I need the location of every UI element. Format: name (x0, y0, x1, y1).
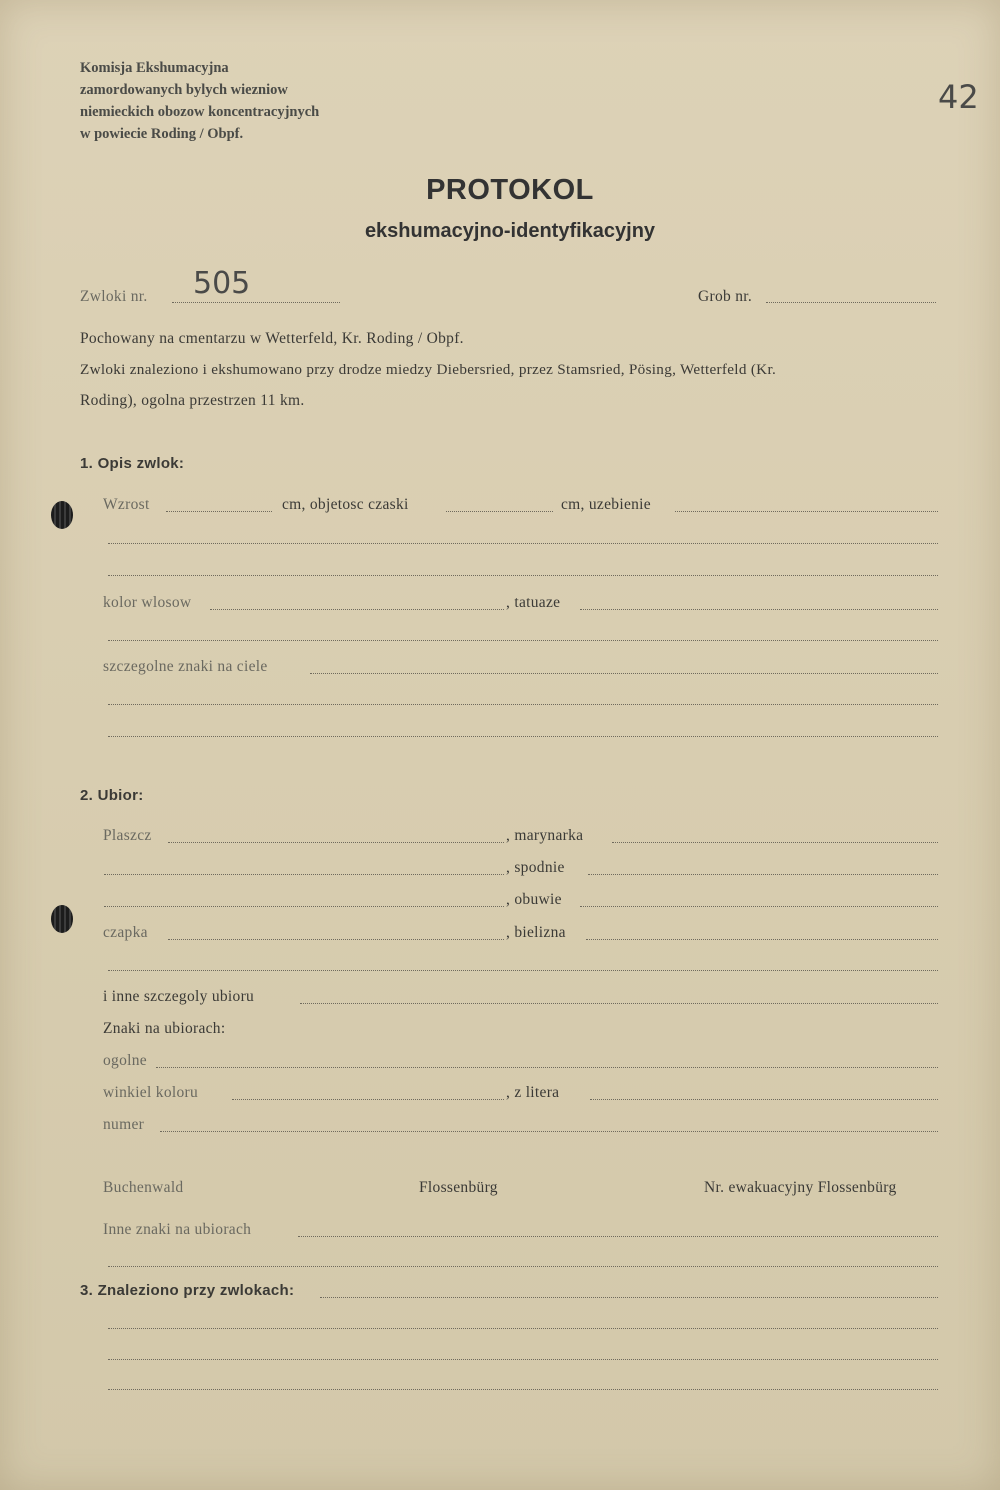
document-title: PROTOKOL (426, 174, 594, 206)
grave-number-line (766, 302, 936, 303)
body-marks-line (310, 673, 938, 674)
general-marks-line (156, 1067, 938, 1068)
tattoo-label: , tatuaze (506, 594, 561, 611)
cap-label: czapka (103, 924, 148, 941)
trousers-label: , spodnie (506, 859, 565, 876)
other-clothing-marks-line (298, 1236, 938, 1237)
burial-line-2: Zwloki znaleziono i ekshumowano przy drodze miedzy Diebersried, przez Stamsried, Pösing, Wetterfeld (Kr. (80, 361, 777, 378)
evacuation-number-label: Nr. ewakuacyjny Flossenbürg (704, 1179, 897, 1196)
header-line-3: niemieckich obozow koncentracyjnych (80, 104, 320, 120)
shoes-label: , obuwie (506, 891, 562, 908)
coat-line-2 (104, 874, 504, 875)
coat-label: Plaszcz (103, 827, 152, 844)
triangle-color-line (232, 1099, 504, 1100)
clothing-marks-label: Znaki na ubiorach: (103, 1020, 226, 1037)
teeth-label: cm, uzebienie (561, 496, 651, 513)
general-marks-label: ogolne (103, 1052, 147, 1069)
underwear-label: , bielizna (506, 924, 566, 941)
skull-line (446, 511, 553, 512)
hair-color-label: kolor wlosow (103, 594, 192, 611)
coat-line (168, 842, 504, 843)
found-items-line-4 (108, 1389, 938, 1390)
found-items-line-3 (108, 1359, 938, 1360)
page-number: 42 (938, 78, 979, 116)
commission-header (80, 57, 319, 145)
corpse-number-line (172, 302, 340, 303)
header-line-2: zamordowanych bylych wiezniow (80, 82, 288, 98)
clothing-line-extra (108, 970, 938, 971)
underwear-line (586, 939, 938, 940)
burial-line-3: Roding), ogolna przestrzen 11 km. (80, 392, 305, 409)
corpse-number-label: Zwloki nr. (80, 288, 148, 305)
body-marks-line-2 (108, 704, 938, 705)
other-clothing-marks-label: Inne znaki na ubiorach (103, 1221, 252, 1238)
number-line (160, 1131, 938, 1132)
description-line-1 (108, 543, 938, 544)
burial-line-1: Pochowany na cmentarzu w Wetterfeld, Kr. Roding / Obpf. (80, 330, 464, 347)
number-label: numer (103, 1116, 145, 1133)
other-clothing-marks-line-2 (108, 1266, 938, 1267)
corpse-number-value: 505 (193, 266, 251, 301)
section-1-heading: 1. Opis zwlok: (80, 455, 185, 472)
other-clothing-details-label: i inne szczegoly ubioru (103, 988, 255, 1005)
document-subtitle: ekshumacyjno-identyfikacyjny (364, 220, 656, 242)
height-line (166, 511, 272, 512)
trousers-line (588, 874, 938, 875)
header-line-4: w powiecie Roding / Obpf. (80, 126, 244, 142)
triangle-color-label: winkiel koloru (103, 1084, 199, 1101)
punch-hole-top (51, 501, 73, 529)
found-items-line (320, 1297, 938, 1298)
camp-buchenwald: Buchenwald (103, 1179, 184, 1196)
description-line-2 (108, 575, 938, 576)
skull-label: cm, objetosc czaski (282, 496, 409, 513)
body-marks-label: szczegolne znaki na ciele (103, 658, 268, 675)
shoes-line (580, 906, 938, 907)
jacket-label: , marynarka (506, 827, 584, 844)
found-items-line-2 (108, 1328, 938, 1329)
letter-line (590, 1099, 938, 1100)
height-label: Wzrost (103, 496, 150, 513)
punch-hole-bottom (51, 905, 73, 933)
cap-line (168, 939, 504, 940)
camp-flossenburg: Flossenbürg (419, 1179, 498, 1196)
section-2-heading: 2. Ubior: (80, 787, 144, 804)
tattoo-line-2 (108, 640, 938, 641)
jacket-line (612, 842, 938, 843)
hair-color-line (210, 609, 504, 610)
section-3-heading: 3. Znaleziono przy zwlokach: (80, 1282, 295, 1299)
body-marks-line-3 (108, 736, 938, 737)
tattoo-line (580, 609, 938, 610)
header-line-1: Komisja Ekshumacyjna (80, 60, 229, 76)
coat-line-3 (104, 906, 504, 907)
letter-label: , z litera (506, 1084, 560, 1101)
teeth-line (675, 511, 938, 512)
grave-number-label: Grob nr. (698, 288, 753, 305)
other-clothing-details-line (300, 1003, 938, 1004)
